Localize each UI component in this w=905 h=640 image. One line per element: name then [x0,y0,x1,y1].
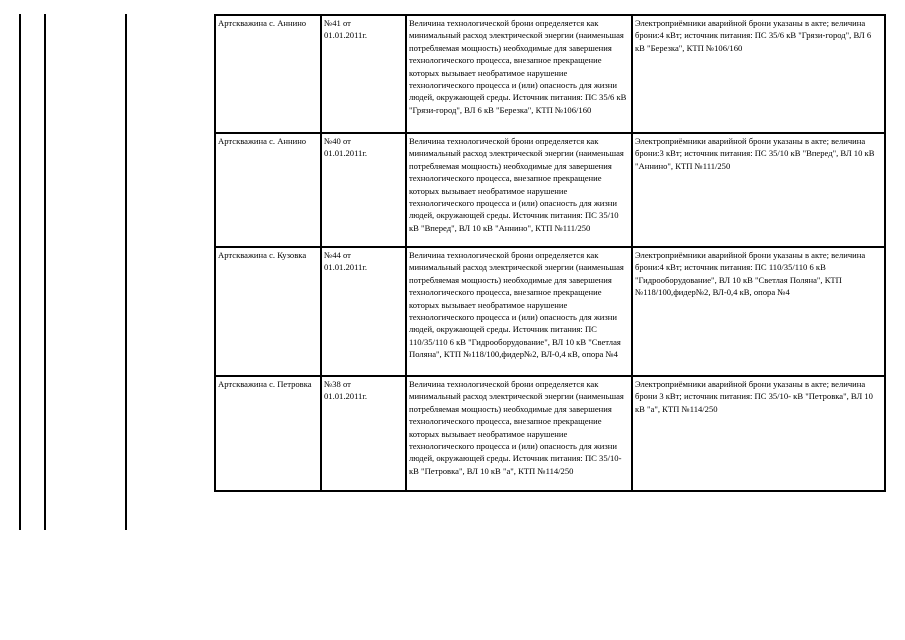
emergency-consumers-cell: Электроприёмники аварийной брони указаны в акте; величина брони 3 кВт; источник питания: ПС 35/10- кВ "Петровка", ВЛ 10 кВ "а", КТП №114/250 [632,376,885,491]
left-margin-rule [44,14,46,530]
act-cell [321,133,406,247]
emergency-consumers-cell: Электроприёмники аварийной брони указаны в акте; величина брони:3 кВт; источник питания: ПС 35/10 кВ "Вперед", ВЛ 10 кВ "Аннино", КТП №111/250 [632,133,885,247]
table-row [215,15,885,133]
act-cell [321,247,406,376]
table-row [215,247,885,376]
object-cell: Артскважина с. Петровка [215,376,321,491]
emergency-consumers-cell: Электроприёмники аварийной брони указаны в акте; величина брони:4 кВт; источник питания: ПС 110/35/110 6 кВ "Гидрооборудование", ВЛ 10 кВ "Светлая Поляна", КТП №118/100,фидер№2, ВЛ-0,4 кВ, опора №4 [632,247,885,376]
emergency-consumers-cell: Электроприёмники аварийной брони указаны в акте; величина брони:4 кВт; источник питания: ПС 35/6 кВ "Грязи-город", ВЛ 6 кВ "Березка", КТП №106/160 [632,15,885,133]
left-margin-rule [19,14,21,530]
act-number: №41 от [324,18,351,28]
act-number: №44 от [324,250,351,260]
reserve-value-cell: Величина технологической брони определяется как минимальный расход электрической энергии (наименьшая потребляемая мощность) необходимые для завершения технологического процесса, внезапное прекращение которых вызывает необратимое нарушение технологического процесса и (или) опасность для жизни людей, окружающей среды. Источник питания: ПС 110/35/110 6 кВ "Гидрооборудование", ВЛ 10 кВ "Светлая Поляна", КТП №118/100,фидер№2, ВЛ-0,4 кВ, опора №4 [406,247,632,376]
act-cell [321,376,406,491]
act-number: №40 от [324,136,351,146]
table-row [215,133,885,247]
reserve-value-cell: Величина технологической брони определяется как минимальный расход электрической энергии (наименьшая потребляемая мощность) необходимые для завершения технологического процесса, внезапное прекращение которых вызывает необратимое нарушение технологического процесса и (или) опасность для жизни людей, окружающей среды. Источник питания: ПС 35/10- кВ "Петровка", ВЛ 10 кВ "а", КТП №114/250 [406,376,632,491]
object-cell: Артскважина с. Аннино [215,15,321,133]
act-date: 01.01.2011г. [324,148,368,159]
left-margin-rule [125,14,127,530]
act-cell [321,15,406,133]
object-cell: Артскважина с. Кузовка [215,247,321,376]
reserve-value-cell: Величина технологической брони определяется как минимальный расход электрической энергии (наименьшая потребляемая мощность) необходимые для завершения технологического процесса, внезапное прекращение которых вызывает необратимое нарушение технологического процесса и (или) опасность для жизни людей, окружающей среды. Источник питания: ПС 35/10 кВ "Вперед", ВЛ 10 кВ "Аннино", КТП №111/250 [406,133,632,247]
reserve-table [214,14,886,492]
act-number: №38 от [324,379,351,389]
act-date: 01.01.2011г. [324,30,368,41]
act-date: 01.01.2011г. [324,262,368,273]
table-row [215,376,885,491]
reserve-value-cell: Величина технологической брони определяется как минимальный расход электрической энергии (наименьшая потребляемая мощность) необходимые для завершения технологического процесса, внезапное прекращение которых вызывает необратимое нарушение технологического процесса и (или) опасность для жизни людей, окружающей среды. Источник питания: ПС 35/6 кВ "Грязи-город", ВЛ 6 кВ "Березка", КТП №106/160 [406,15,632,133]
object-cell: Артскважина с. Аннино [215,133,321,247]
act-date: 01.01.2011г. [324,391,368,402]
